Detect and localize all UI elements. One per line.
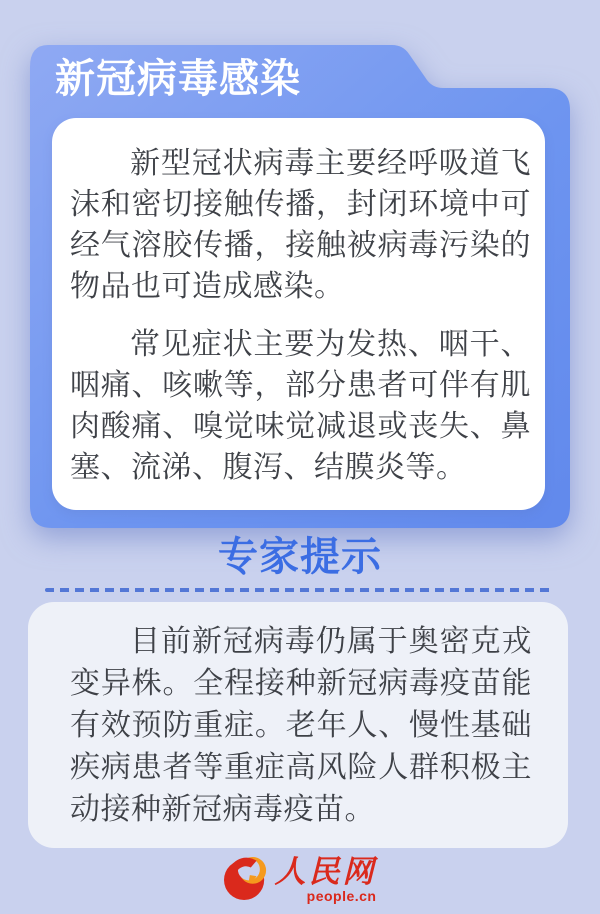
info-panel [52,118,545,510]
paragraph-symptoms: 常见症状主要为发热、咽干、咽痛、咳嗽等，部分患者可伴有肌肉酸痛、嗅觉味觉减退或丧失、鼻塞、流涕、腹泻、结膜炎等。 [70,328,531,484]
expert-tips-title: 专家提示 [218,535,382,579]
peoples-daily-swirl-icon [224,855,268,901]
page-title: 新冠病毒感染 [55,57,301,101]
paragraph-transmission: 新型冠状病毒主要经呼吸道飞沫和密切接触传播，封闭环境中可经气溶胶传播，接触被病毒污染的物品也可造成感染。 [70,147,531,303]
logo-text-cn: 人民网 [274,854,377,889]
covid-info-folder-card [30,45,570,528]
logo-text-block [275,855,377,903]
paragraph-expert-advice: 目前新冠病毒仍属于奥密克戎变异株。全程接种新冠病毒疫苗能有效预防重症。老年人、慢性基础疾病患者等重症高风险人群积极主动接种新冠病毒疫苗。 [70,625,532,826]
logo-text-en: people.cn [306,888,377,904]
footer-logo [0,855,600,903]
dashed-divider [45,588,555,592]
expert-tips-panel [28,602,568,848]
